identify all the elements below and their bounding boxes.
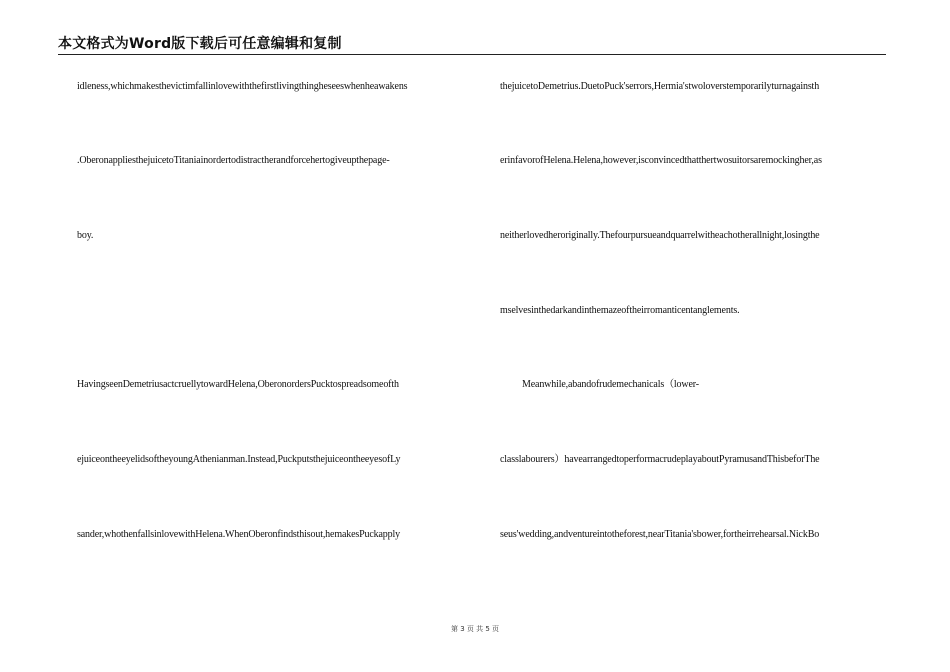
right-line-7: seus'wedding,andventureintotheforest,nearTitania'sbower,fortheirrehearsal.NickBo (500, 529, 820, 540)
page-header (58, 36, 886, 55)
right-line-1: thejuicetoDemetrius.DuetoPuck'serrors,Hermia'stwoloverstemporarilyturnagainsth (500, 81, 820, 92)
left-line-2: .OberonappliesthejuicetoTitaniainordertodistractherandforcehertogiveupthepage- (77, 155, 390, 166)
right-line-2: erinfavorofHelena.Helena,however,isconvincedthatthertwosuitorsaremockingher,as (500, 155, 822, 166)
left-line-6: sander,whothenfallsinlovewithHelena.WhenOberonfindsthisout,hemakesPuckapply (77, 529, 400, 540)
left-line-1: idleness,whichmakesthevictimfallinlovewiththefirstlivingthingheseeswhenheawakens (77, 81, 408, 92)
right-line-5: Meanwhile,abandofrudemechanicals（lower- (522, 379, 699, 390)
left-line-4: HavingseenDemetriusactcruellytowardHelena,OberonordersPucktospreadsomeofth (77, 379, 399, 390)
right-line-3: neitherlovedheroriginally.Thefourpursueandquarrelwitheachotherallnight,losingthe (500, 230, 820, 241)
right-line-6: classlabourers）havearrangedtoperformacrudeplayaboutPyramusandThisbeforThe (500, 454, 820, 465)
right-line-4: mselvesinthedarkandinthemazeoftheirromanticentanglements. (500, 305, 740, 316)
left-line-5: ejuiceontheeyelidsoftheyoungAthenianman.Instead,PuckputsthejuiceontheeyesofLy (77, 454, 401, 465)
page-footer: 第 3 页 共 5 页 (450, 625, 500, 633)
left-line-3: boy. (77, 230, 94, 241)
header-title: 本文格式为Word版下载后可任意编辑和复制 (58, 36, 342, 52)
